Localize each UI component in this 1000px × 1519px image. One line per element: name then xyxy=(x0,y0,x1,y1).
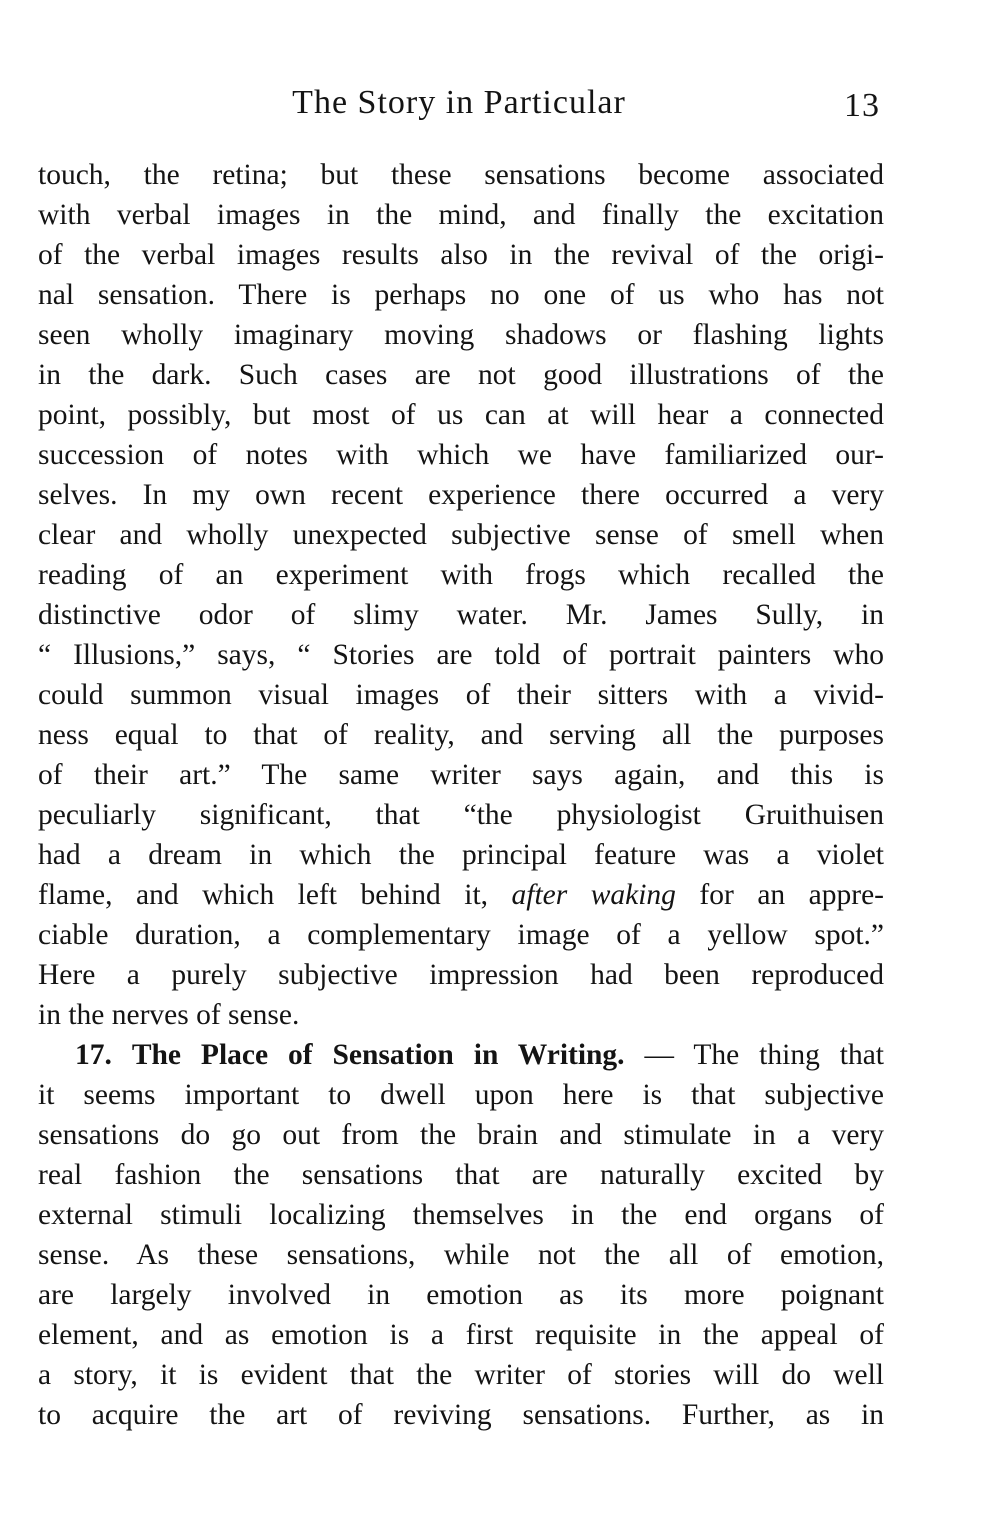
text-line: Here a purely subjective impression had been reproduced xyxy=(38,959,884,991)
text-line: ciable duration, a complementary image of a yellow spot.” xyxy=(38,919,884,951)
text-line: element, and as emotion is a first requisite in the appeal of xyxy=(38,1319,884,1351)
text-line: sense. As these sensations, while not the all of emotion, xyxy=(38,1239,884,1271)
text-line: reading of an experiment with frogs which recalled the xyxy=(38,559,884,591)
line-segment: flame, and which left behind it, xyxy=(38,879,512,911)
text-line: clear and wholly unexpected subjective sense of smell when xyxy=(38,519,884,551)
text-line: succession of notes with which we have familiarized our- xyxy=(38,439,884,471)
text-line: to acquire the art of reviving sensations. Further, as in xyxy=(38,1399,884,1431)
text-line: could summon visual images of their sitters with a vivid- xyxy=(38,679,884,711)
text-line: of the verbal images results also in the revival of the origi- xyxy=(38,239,884,271)
text-line: had a dream in which the principal feature was a violet xyxy=(38,839,884,871)
text-line: it seems important to dwell upon here is that subjective xyxy=(38,1079,884,1111)
text-line: “ Illusions,” says, “ Stories are told of portrait painters who xyxy=(38,639,884,671)
body-text xyxy=(38,155,884,1435)
text-line: distinctive odor of slimy water. Mr. James Sully, in xyxy=(38,599,884,631)
line-segment: for an appre- xyxy=(675,879,884,911)
text-line: external stimuli localizing themselves in the end organs of xyxy=(38,1199,884,1231)
text-line: a story, it is evident that the writer of stories will do well xyxy=(38,1359,884,1391)
text-line: sensations do go out from the brain and stimulate in a very xyxy=(38,1119,884,1151)
running-header xyxy=(0,78,1000,128)
text-line-with-emphasis xyxy=(38,875,884,915)
text-line: selves. In my own recent experience there occurred a very xyxy=(38,479,884,511)
section-heading-line xyxy=(38,1035,884,1075)
text-line: peculiarly significant, that “the physiologist Gruithuisen xyxy=(38,799,884,831)
text-line: real fashion the sensations that are naturally excited by xyxy=(38,1159,884,1191)
page-number: 13 xyxy=(844,87,880,124)
section-title: The Place of Sensation in Writing. xyxy=(131,1039,625,1071)
text-line: ness equal to that of reality, and serving all the purposes xyxy=(38,719,884,751)
text-line: nal sensation. There is perhaps no one of us who has not xyxy=(38,279,884,311)
italic-emphasis: after waking xyxy=(511,879,676,911)
line-segment: — The thing that xyxy=(624,1039,884,1071)
running-title: The Story in Particular xyxy=(292,84,626,121)
paragraph-end-line: in the nerves of sense. xyxy=(38,999,300,1031)
text-line: are largely involved in emotion as its more poignant xyxy=(38,1279,884,1311)
text-line: point, possibly, but most of us can at will hear a connected xyxy=(38,399,884,431)
text-line: of their art.” The same writer says again, and this is xyxy=(38,759,884,791)
text-line: in the dark. Such cases are not good illustrations of the xyxy=(38,359,884,391)
text-line: seen wholly imaginary moving shadows or flashing lights xyxy=(38,319,884,351)
section-number: 17. xyxy=(75,1039,112,1071)
text-line: touch, the retina; but these sensations become associated xyxy=(38,159,884,191)
text-line: with verbal images in the mind, and finally the excitation xyxy=(38,199,884,231)
